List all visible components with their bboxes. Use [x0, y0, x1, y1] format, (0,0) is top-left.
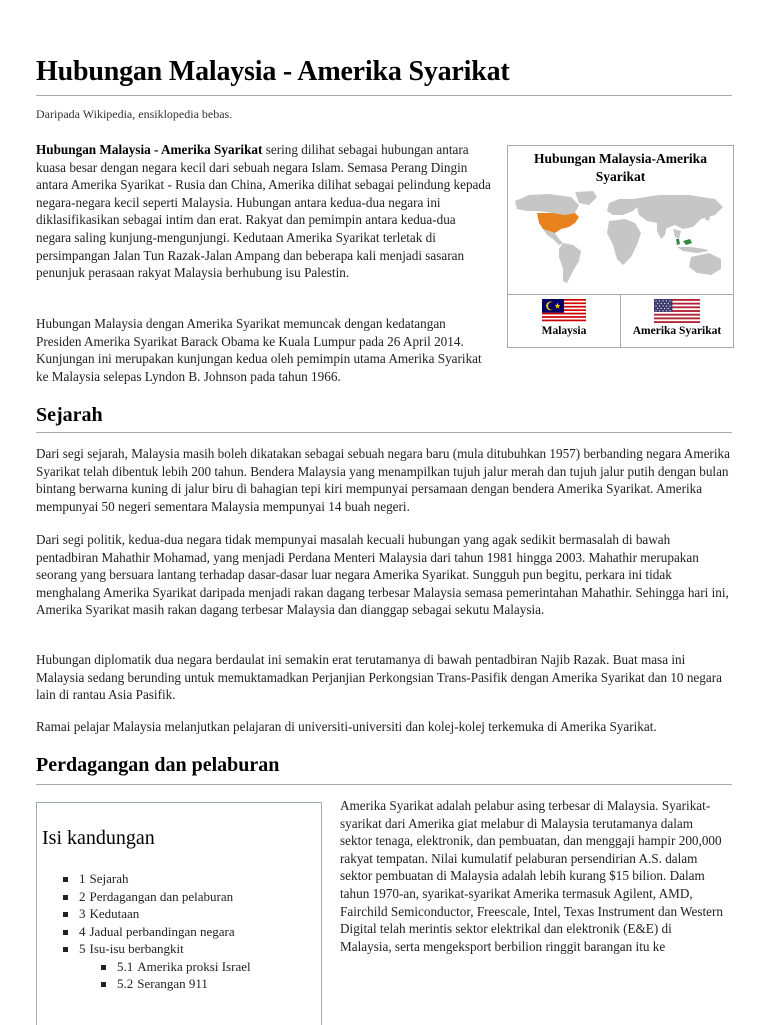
section-divider-sejarah [36, 432, 732, 433]
usa-cell [621, 295, 733, 348]
infobox-title: Hubungan Malaysia-Amerika Syarikat [534, 151, 707, 184]
section-divider-perdagangan [36, 784, 732, 785]
toc-item-perdagangan[interactable]: 2 Perdagangan dan pelaburan [61, 888, 251, 906]
toc-item-kedutaan[interactable]: 3 Kedutaan [61, 905, 251, 923]
world-map-image[interactable] [509, 189, 732, 293]
intro-paragraph [36, 141, 494, 282]
section-heading-sejarah: Sejarah [36, 404, 103, 426]
section-heading-perdagangan: Perdagangan dan pelaburan [36, 754, 280, 776]
usa-flag-icon[interactable] [654, 299, 700, 323]
malaysia-label[interactable]: Malaysia [541, 325, 587, 337]
intro-paragraph-2: Hubungan Malaysia dengan Amerika Syarikat memuncak dengan kedatangan Presiden Amerika Syarikat Barack Obama ke Kuala Lumpur pada 26 April 2014. Kunjungan ini merupakan kunjungan kedua oleh pemimpin utama Amerika Syarikat ke Malaysia selepas Lyndon B. Johnson pada tahun 1966. [36, 316, 482, 384]
intro-bold-term: Hubungan Malaysia - Amerika Syarikat [36, 142, 263, 157]
toc-title: Isi kandungan [42, 827, 155, 849]
toc-item-israel[interactable]: 5.1 Amerika proksi Israel [61, 958, 251, 976]
page-subtitle: Daripada Wikipedia, ensiklopedia bebas. [36, 107, 233, 121]
sejarah-paragraph-2: Dari segi politik, kedua-dua negara tidak mempunyai masalah kecuali hubungan yang agak sedikit bermasalah di bawah pentadbiran Mahathir Mohamad, yang menjadi Perdana Menteri Malaysia dari tahun 1981 hingga 2003. Mahathir merupakan seorang yang bersuara lantang terhadap dasar-dasar luar negara Amerika Syarikat. Sungguh pun begitu, perkara ini tidak menghalang Amerika Syarikat daripada menjadi rakan dagang terbesar Malaysia semasa pemerintahan Mahathir. Sehingga hari ini, Amerika Syarikat masih rakan dagang terbesar Malaysia dan dianggap sebagai sekutu Malaysia. [36, 532, 729, 618]
sejarah-paragraph-4: Ramai pelajar Malaysia melanjutkan pelajaran di universiti-universiti dan kolej-kolej terkemuka di Amerika Syarikat. [36, 719, 657, 734]
malaysia-flag-icon[interactable] [542, 299, 586, 323]
perdagangan-paragraph-1: Amerika Syarikat adalah pelabur asing terbesar di Malaysia. Syarikat-syarikat dari Amerika giat melabur di Malaysia terutamanya dalam sektor tenaga, elektronik, dan pembuatan, dan menggaji hampir 200,000 rakyat tempatan. Nilai kumulatif pelaburan persendirian A.S. dalam sektor pembuatan di Malaysia adalah lebih kurang $15 bilion. Dalam tahun 1970-an, syarikat-syarikat Amerika termasuk Agilent, AMD, Fairchild Semiconductor, Freescale, Intel, Texas Instrument dan Western Digital telah merintis sektor elektrikal dan elektronik (E&E) di Malaysia, serta mengeksport berbilion ringgit barangan itu ke [340, 798, 723, 954]
malaysia-cell [508, 295, 621, 348]
infobox [507, 145, 734, 348]
page-title: Hubungan Malaysia - Amerika Syarikat [36, 56, 510, 87]
sejarah-paragraph-1: Dari segi sejarah, Malaysia masih boleh dikatakan sebagai sebuah negara baru (mula ditubuhkan 1957) berbanding negara Amerika Syarikat telah dibentuk lebih 200 tahun. Bendera Malaysia yang menampilkan tujuh jalur merah dan tujuh jalur putih dengan bulan bintang berwarna kuning di jalur biru di bahagian tepi kiri mempunyai persamaan dengan bendera Amerika Syarikat. Amerika mempunyai 50 negeri sementara Malaysia mempunyai 14 buah negeri. [36, 446, 730, 514]
infobox-flags-row [508, 294, 733, 348]
toc-item-sejarah[interactable]: 1 Sejarah [61, 870, 251, 888]
usa-label[interactable]: Amerika Syarikat [632, 325, 722, 337]
table-of-contents [36, 802, 322, 1025]
intro-text: sering dilihat sebagai hubungan antara kuasa besar dengan negara kecil dari sebuah negara Islam. Semasa Perang Dingin antara Amerika Syarikat - Rusia dan China, Amerika dilihat sebagai pelindung kepada negara-negara kecil seperti Malaysia. Hubungan antara kedua-dua negara ini diklasifikasikan sebagai intim dan erat. Rakyat dan pemimpin antara kedua-dua negara saling kunjung-mengunjungi. Kedutaan Amerika Syarikat terletak di persimpangan Jalan Tun Razak-Jalan Ampang dan beberapa kali menjadi sasaran penunjuk perasaan rakyat Malaysia berhubung isu Palestin. [36, 142, 491, 281]
title-divider [36, 95, 732, 96]
toc-list [61, 870, 251, 993]
toc-item-serangan[interactable]: 5.2 Serangan 911 [61, 975, 251, 993]
toc-item-jadual[interactable]: 4 Jadual perbandingan negara [61, 923, 251, 941]
toc-item-isu[interactable]: 5 Isu-isu berbangkit [61, 940, 251, 958]
sejarah-paragraph-3: Hubungan diplomatik dua negara berdaulat ini semakin erat terutamanya di bawah pentadbiran Najib Razak. Buat masa ini Malaysia sedang berunding untuk memuktamadkan Perjanjian Perkongsian Trans-Pasifik dengan Amerika Syarikat dan 10 negara lain di rantau Asia Pasifik. [36, 652, 722, 703]
